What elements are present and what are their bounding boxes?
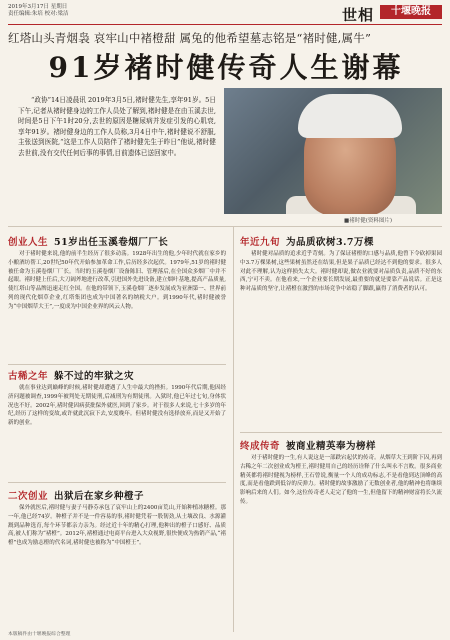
section-3-body: 保外就医后,褚时健与妻子马静芬承包了哀牢山上的2400亩荒山,开始种植冰糖橙。那一年,他已经74岁。种橙子并不是一件容易的事,褚时健凭着一股韧劲,从土壤改良、水源灌溉到品种选育,每个环节都亲力亲为。经过近十年的精心打理,他种出的橙子口感好、品质高,被人们称为“褚橙”。2012年,褚橙通过电商平台进入大众视野,很快便成为热销产品,“褚橙”也成为励志橙的代名词,褚时健也被称为“中国橙王”。 bbox=[8, 505, 226, 547]
page-header bbox=[0, 0, 450, 28]
photo-caption: ■褚时健(资料图片) bbox=[344, 218, 392, 224]
rule-3 bbox=[240, 432, 442, 433]
section-4-title bbox=[240, 234, 374, 248]
section-5-body: 对于褚时健的一生,有人说这是一部跌宕起伏的传奇。从烟草大王到阶下囚,再到古稀之年二次创业成为橙王,褚时健用自己的经历诠释了什么叫永不言败。很多商业精英都将褚时健视为榜样,王石曾说,衡量一个人的成功标志,不是看他到达顶峰的高度,而是看他跌到低谷的反弹力。褚时健的故事激励了无数创业者,他的精神也将继续影响后来的人们。如今,这位传奇老人走完了他的一生,但他留下的精神财富将长久流传。 bbox=[240, 455, 442, 505]
section-1-title bbox=[8, 234, 168, 248]
article-lead: “政协”14日凌晨讯 2019年3月5日,褚时健先生,享年91岁。5日下午,记者从褚时健身边的工作人员处了解到,褚时健是在由玉溪去世,时间是5日下午1时20分,去世的原因是糖尿病并发症引发的心肌衰,享年91岁。褚时健身边的工作人员称,3月4日中午,褚时健说不舒服,主张送到医院,“这是工作人员陪伴了褚时健先生于昨日”他说,褚时健去世前,没有交代任何后事的事情,目前遗体已送回家中。 bbox=[18, 96, 216, 157]
section-1-keyword: 创业人生 bbox=[8, 237, 49, 248]
section-5-heading: 被商业精英奉为榜样 bbox=[286, 441, 377, 452]
section-name: 世相 bbox=[342, 6, 375, 24]
section-2-heading: 躲不过的牢狱之灾 bbox=[54, 371, 135, 382]
section-4-body: 褚时健对品质的追求近乎苛刻。为了保证褚橙的口感与品质,他曾下令砍掉果园中3.7万棵果树,这些果树虽然还在结果,但是果子品质已经达不到他的要求。很多人对此不理解,认为这样损失太大。褚时健却说,做农业就要对品质负责,品质不好的东西,宁可不卖。在他看来,一个企业要长期发展,最重要的就是要靠产品说话。正是这种对品质的坚守,让褚橙在激烈的市场竞争中站稳了脚跟,赢得了消费者的认可。 bbox=[240, 251, 442, 293]
section-2-title bbox=[8, 368, 134, 382]
newspaper-logo: 十堰晚报 bbox=[380, 5, 442, 19]
top-rule bbox=[8, 226, 442, 227]
section-1-heading: 51岁出任玉溪卷烟厂厂长 bbox=[54, 237, 169, 248]
photo-hair bbox=[298, 94, 402, 138]
article-headline: 91岁褚时健传奇人生谢幕 bbox=[48, 51, 404, 84]
rule-2 bbox=[8, 482, 226, 483]
section-2-body: 就在事业达到巅峰的时候,褚时健却遭遇了人生中最大的挫折。1990年代后期,他因经济问题被调查,1999年被判处无期徒刑,后减刑为有期徒刑。入狱时,他已年过七旬,身体状况也不好。2002年,褚时健因病获批保外就医,回到了家乡。对于很多人来说,七十多岁的年纪,经历了这样的变故,或许就此沉寂下去,安度晚年。但褚时健没有选择放弃,而是又开始了新的创业。 bbox=[8, 385, 226, 427]
column-divider bbox=[233, 226, 234, 632]
section-2-keyword: 古稀之年 bbox=[8, 371, 49, 382]
portrait-photo bbox=[224, 88, 442, 214]
section-3-heading: 出狱后在家乡种橙子 bbox=[54, 491, 145, 502]
section-5-keyword: 终成传奇 bbox=[240, 441, 281, 452]
section-3-keyword: 二次创业 bbox=[8, 491, 49, 502]
issue-date: 2019年3月17日 星期日 责任编辑:朱培 校对:梁洁 bbox=[8, 4, 69, 17]
header-rule bbox=[8, 24, 442, 25]
section-1-body: 对于褚时健来说,他的前半生经历了很多动荡。1928年出生的他,少年时代就在家乡的小酿酒坊帮工,20世纪50年代开始参加革命工作,后历经多次起伏。1979年,51岁的褚时健被任命为玉溪卷烟厂厂长。当时的玉溪卷烟厂设备陈旧、管理落后,在全国众多烟厂中并不起眼。褚时健上任后,大刀阔斧地进行改革,引进国外先进设备,建立烟叶基地,提高产品质量,使红塔山等品牌迅速走红全国。在他的带领下,玉溪卷烟厂逐步发展成为亚洲第一、世界前列的现代化烟草企业,红塔集团也成为中国著名的纳税大户。到1990年代,褚时健被誉为“中国烟草大王”,一度成为中国企业界的风云人物。 bbox=[8, 251, 226, 310]
rule-1 bbox=[8, 364, 226, 365]
page-footer: 本版稿件由十堰晚报综合整理 bbox=[8, 632, 71, 637]
section-3-title bbox=[8, 488, 144, 502]
section-5-title bbox=[240, 438, 376, 452]
section-4-heading: 为品质砍树3.7万棵 bbox=[286, 237, 375, 248]
section-4-keyword: 年近九旬 bbox=[240, 237, 281, 248]
article-kicker: 红塔山头青烟袅 哀牢山中褚橙甜 属兔的他希望墓志铭是“褚时健,属牛” bbox=[8, 31, 372, 45]
